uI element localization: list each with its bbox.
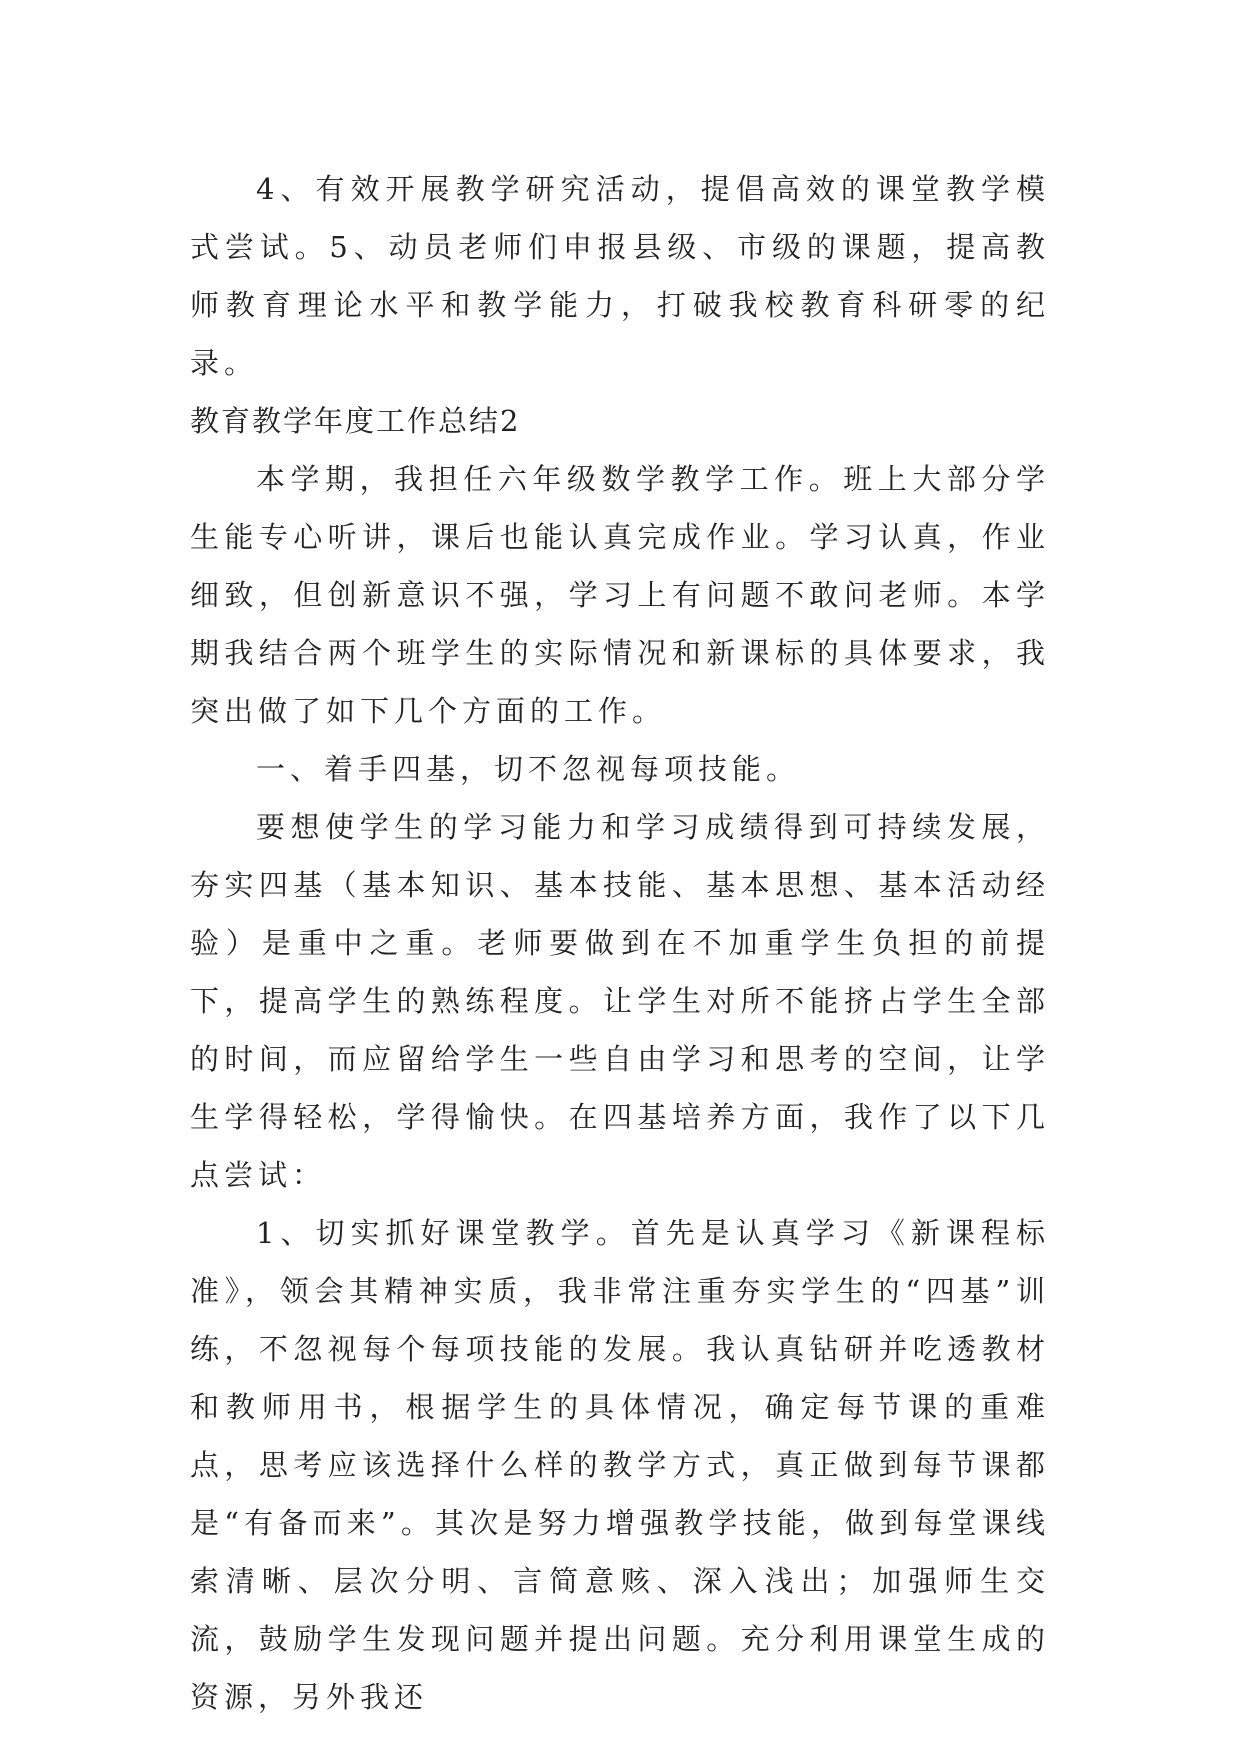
subheading-four-basics: 一、着手四基，切不忽视每项技能。 (256, 752, 801, 786)
section-title: 教育教学年度工作总结2 (190, 404, 521, 438)
paragraph-classroom-teaching: 1、切实抓好课堂教学。首先是认真学习《新课程标准》，领会其精神实质，我非常注重夯实学生的“四基”训练，不忽视每个每项技能的发展。我认真钻研并吃透教材和教师用书，根据学生的具体情况，确定每节课的重难点，思考应该选择什么样的教学方式，真正做到每节课都是“有备而来”。其次是努力增强教学技能，做到每堂课线索清晰、层次分明、言简意赅、深入浅出；加强师生交流，鼓励学生发现问题并提出问题。充分利用课堂生成的资源，另外我还 (190, 1216, 1050, 1714)
paragraph-research-activities: 4、有效开展教学研究活动，提倡高效的课堂教学模式尝试。5、动员老师们申报县级、市级的课题，提高教师教育理论水平和教学能力，打破我校教育科研零的纪录。 (190, 172, 1050, 380)
paragraph-semester-overview: 本学期，我担任六年级数学教学工作。班上大部分学生能专心听讲，课后也能认真完成作业。学习认真，作业细致，但创新意识不强，学习上有问题不敢问老师。本学期我结合两个班学生的实际情况和新课标的具体要求，我突出做了如下几个方面的工作。 (190, 462, 1050, 728)
paragraph-four-basics: 要想使学生的学习能力和学习成绩得到可持续发展，夯实四基（基本知识、基本技能、基本思想、基本活动经验）是重中之重。老师要做到在不加重学生负担的前提下，提高学生的熟练程度。让学生对所不能挤占学生全部的时间，而应留给学生一些自由学习和思考的空间，让学生学得轻松，学得愉快。在四基培养方面，我作了以下几点尝试： (190, 810, 1050, 1192)
document-body (190, 160, 1050, 1726)
